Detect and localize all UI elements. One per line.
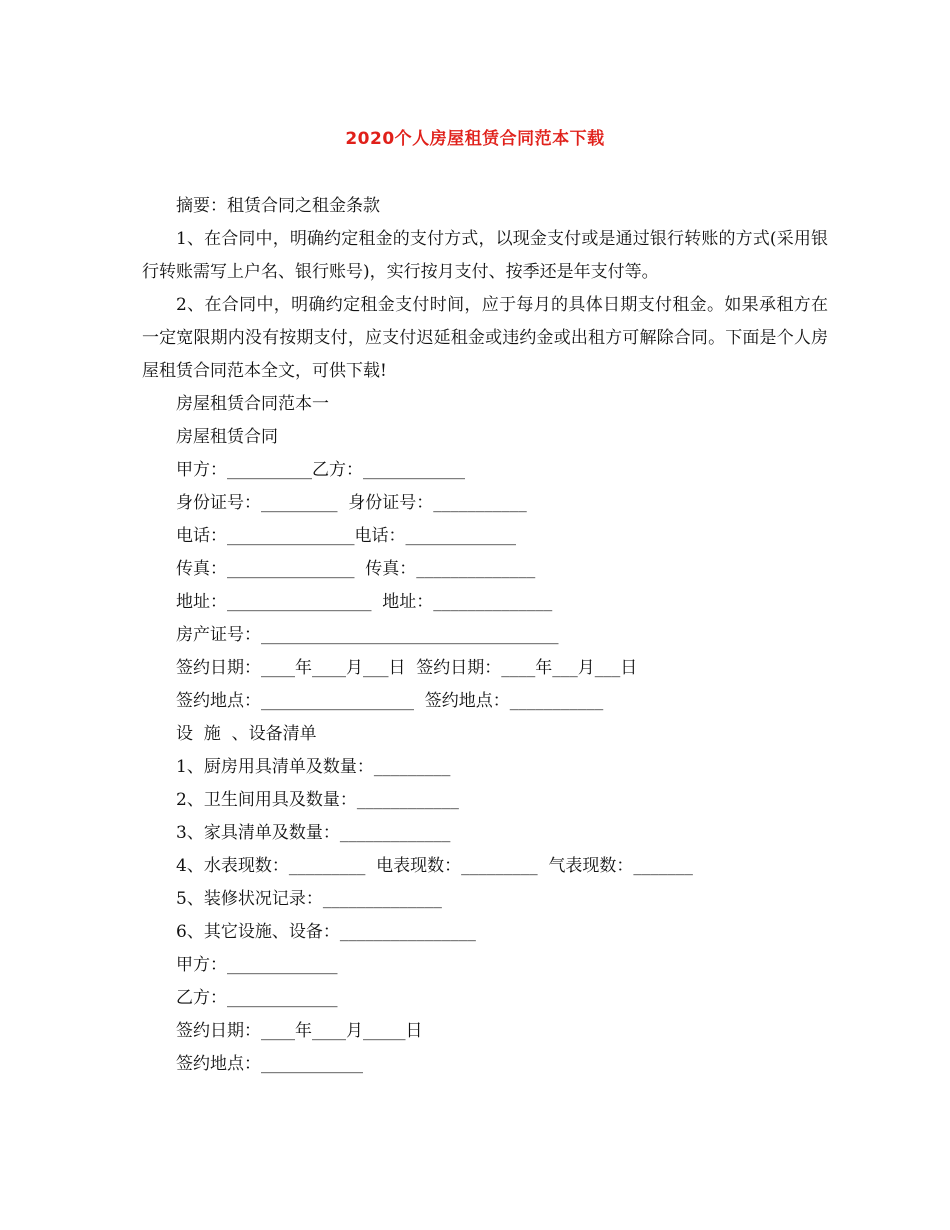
contract-heading: 房屋租赁合同 xyxy=(176,427,278,447)
party-line-sign-place: 签约地点：__________________ 签约地点：___________ xyxy=(176,691,604,711)
party-line-property-cert: 房产证号：___________________________________ xyxy=(176,625,559,645)
facility-line-decoration: 5、装修状况记录：______________ xyxy=(176,889,442,909)
facility-line-meters: 4、水表现数：_________ 电表现数：_________ 气表现数：_______ xyxy=(176,856,693,876)
sign-line-party-a: 甲方：_____________ xyxy=(176,955,338,975)
facility-line-bathroom: 2、卫生间用具及数量：____________ xyxy=(176,790,459,810)
paragraph-payment-time: 2、在合同中，明确约定租金支付时间，应于每月的具体日期支付租金。如果承租方在一定宽限期内没有按期支付，应支付迟延租金或违约金或出租方可解除合同。下面是个人房屋租赁合同范本全文，可供下载! xyxy=(142,295,828,381)
facilities-heading: 设 施 、设备清单 xyxy=(176,724,317,744)
facility-line-furniture: 3、家具清单及数量：_____________ xyxy=(176,823,451,843)
party-line-address: 地址：_________________ 地址：______________ xyxy=(176,592,553,612)
sample-heading: 房屋租赁合同范本一 xyxy=(176,394,329,414)
party-line-sign-date: 签约日期：____年____月___日 签约日期：____年___月___日 xyxy=(176,658,638,678)
summary-line: 摘要：租赁合同之租金条款 xyxy=(176,196,380,216)
sign-line-place: 签约地点：____________ xyxy=(176,1054,363,1074)
party-line-phone: 电话：_______________电话：_____________ xyxy=(176,526,516,546)
paragraph-payment-method: 1、在合同中，明确约定租金的支付方式，以现金支付或是通过银行转账的方式(采用银行转账需写上户名、银行账号)，实行按月支付、按季还是年支付等。 xyxy=(142,229,828,282)
facility-line-other: 6、其它设施、设备：________________ xyxy=(176,922,476,942)
party-line-fax: 传真：_______________ 传真：______________ xyxy=(176,559,536,579)
party-line-parties: 甲方：__________乙方：____________ xyxy=(176,460,465,480)
document-title: 2020个人房屋租赁合同范本下载 xyxy=(345,129,605,149)
sign-line-date: 签约日期：____年____月_____日 xyxy=(176,1021,423,1041)
sign-line-party-b: 乙方：_____________ xyxy=(176,988,338,1008)
party-line-id-number: 身份证号：_________ 身份证号：___________ xyxy=(176,493,527,513)
facility-line-kitchen: 1、厨房用具清单及数量：_________ xyxy=(176,757,451,777)
document-body xyxy=(142,190,828,1081)
